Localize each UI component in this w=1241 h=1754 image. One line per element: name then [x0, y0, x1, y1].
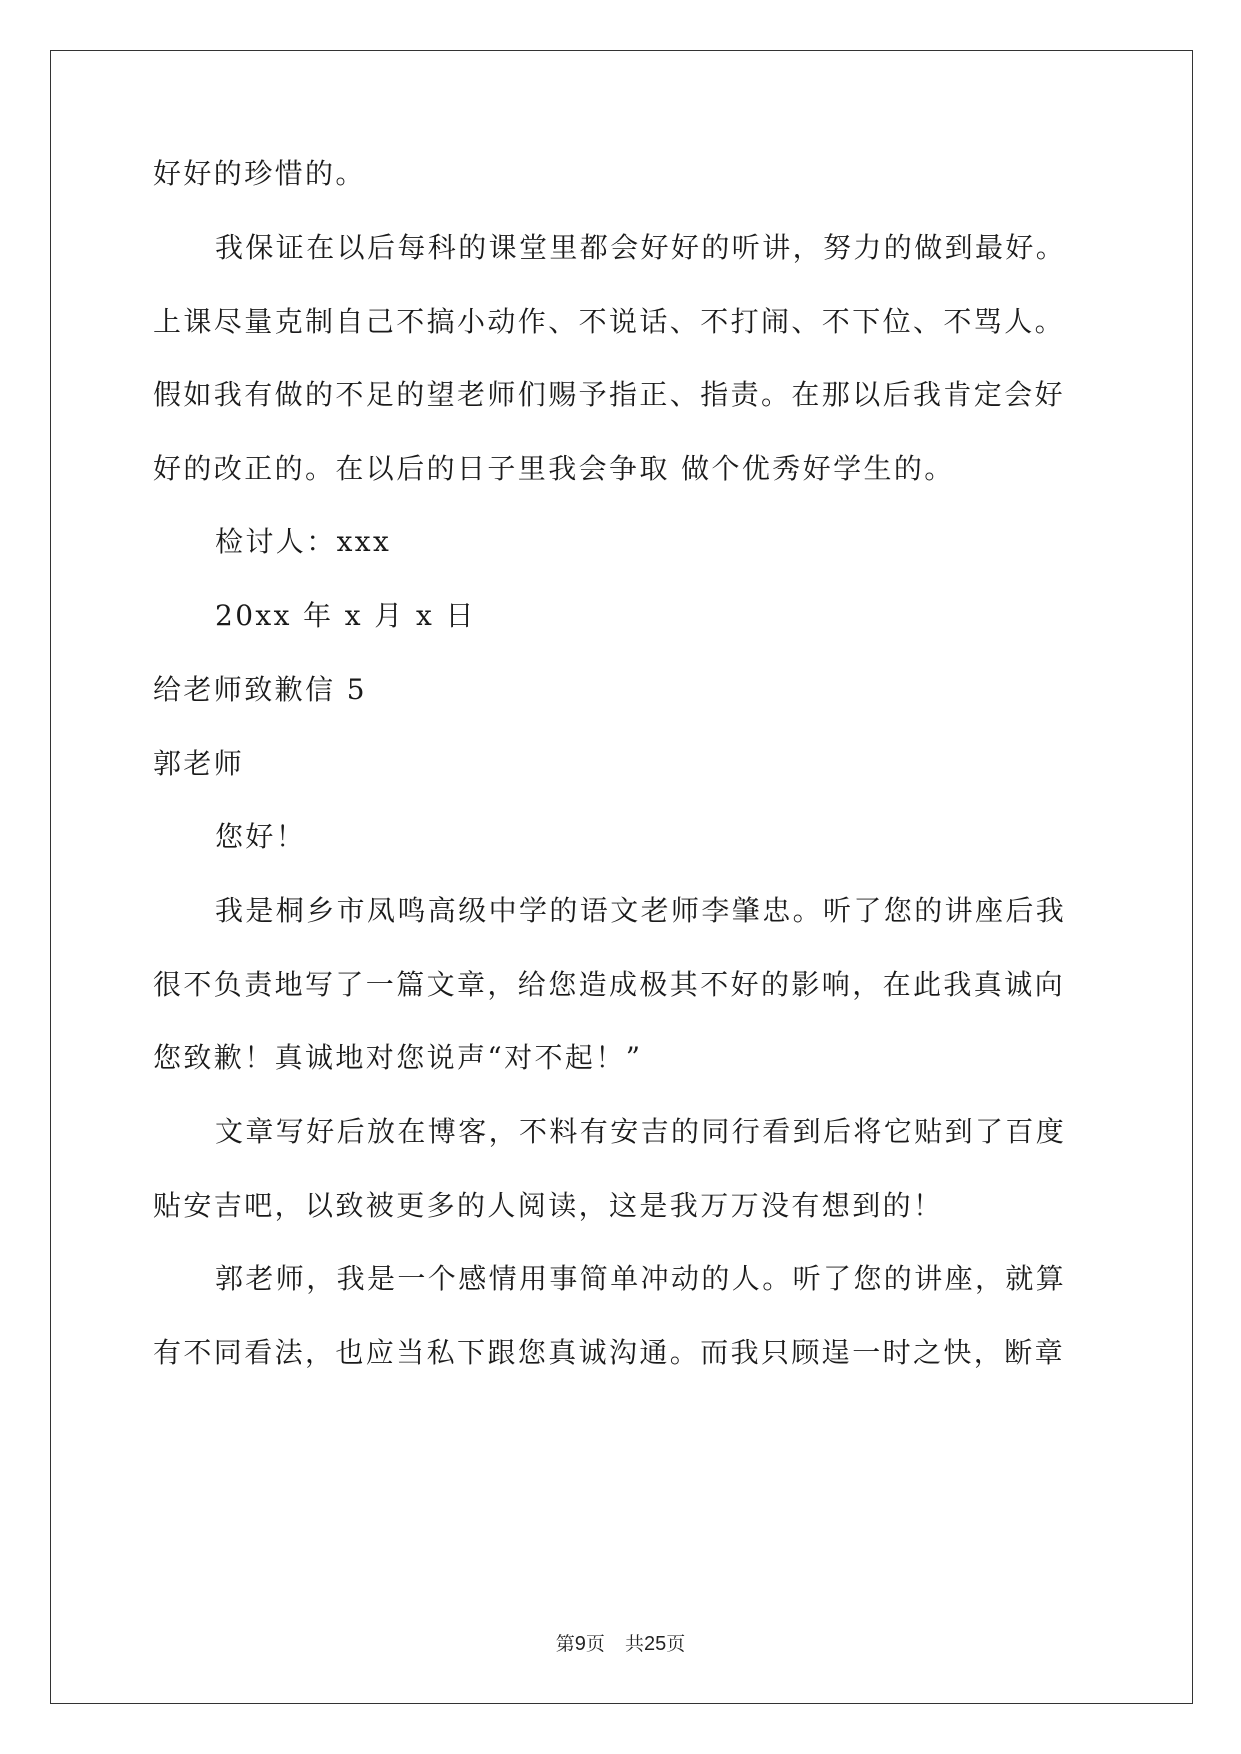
- text-line: 好好的珍惜的。: [153, 157, 366, 190]
- page-number: 9: [574, 1633, 586, 1655]
- page-footer: [0, 1632, 1241, 1656]
- paragraph-line: 文章写好后放在博客，不料有安吉的同行看到后将它贴到了百度: [215, 1115, 1067, 1148]
- text-line: 您致歉！真诚地对您说声“对不起！”: [153, 1041, 643, 1074]
- text-line: 有不同看法，也应当私下跟您真诚沟通。而我只顾逞一时之快，断章: [153, 1336, 1066, 1369]
- paragraph-line: 我是桐乡市凤鸣高级中学的语文老师李肇忠。听了您的讲座后我: [215, 894, 1067, 927]
- page-border: [50, 50, 1193, 1704]
- paragraph-line: 郭老师，我是一个感情用事简单冲动的人。听了您的讲座，就算: [215, 1262, 1067, 1295]
- text-line: 好的改正的。在以后的日子里我会争取 做个优秀好学生的。: [153, 452, 955, 485]
- total-suffix: 页: [666, 1633, 686, 1655]
- text-line: 假如我有做的不足的望老师们赐予指正、指责。在那以后我肯定会好: [153, 378, 1066, 411]
- text-line: 很不负责地写了一篇文章，给您造成极其不好的影响，在此我真诚向: [153, 968, 1066, 1001]
- text-line: 贴安吉吧，以致被更多的人阅读，这是我万万没有想到的！: [153, 1189, 944, 1222]
- salutation: 郭老师: [153, 747, 245, 780]
- section-title: 给老师致歉信 5: [153, 673, 367, 706]
- page-suffix: 页: [585, 1633, 605, 1655]
- text-line: 上课尽量克制自己不搞小动作、不说话、不打闹、不下位、不骂人。: [153, 305, 1066, 338]
- total-prefix: 共: [624, 1633, 644, 1655]
- signature-line: 检讨人：xxx: [215, 525, 392, 558]
- page-prefix: 第: [555, 1633, 575, 1655]
- paragraph-line: 我保证在以后每科的课堂里都会好好的听讲，努力的做到最好。: [215, 231, 1067, 264]
- total-pages: 25: [643, 1633, 667, 1655]
- date-line: 20xx 年 x 月 x 日: [215, 599, 476, 632]
- greeting: 您好！: [215, 820, 307, 853]
